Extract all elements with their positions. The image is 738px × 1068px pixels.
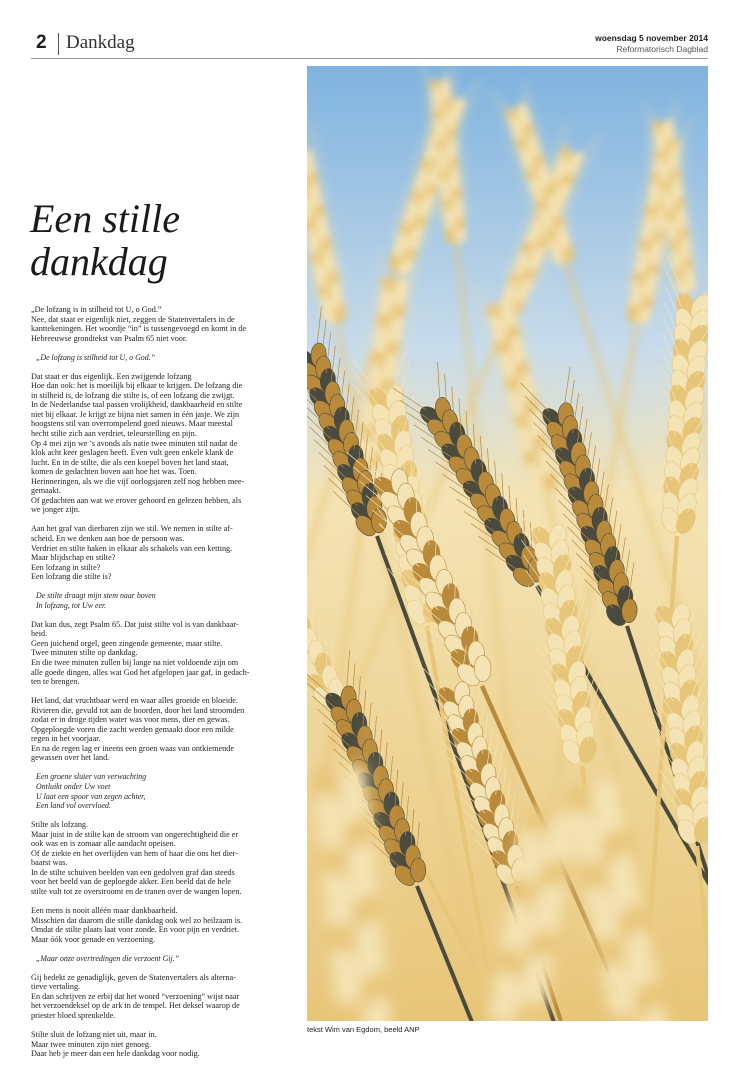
text-line: Maar blijdschap en stilte? [31, 553, 116, 563]
article-title [30, 197, 290, 283]
text-line: scheid. En we denken aan hoe de persoon was. [31, 533, 185, 543]
text-line: Aan het graf van dierbaren zijn we stil. We nemen in stilte af- [31, 524, 233, 534]
text-line: tieve vertaling. [31, 982, 81, 992]
text-line: Hebreeuwse grondtekst van Psalm 65 niet voor. [31, 333, 188, 343]
text-line: we jonger zijn. [31, 505, 80, 515]
text-line: Ontluikt onder Uw voet [36, 782, 111, 792]
title-line-1: Een stille [30, 196, 180, 241]
text-line: Op 4 mei zijn we ’s avonds als natie twee minuten stil nadat de [31, 438, 238, 448]
text-line: En na de regen lag er ineens een groen waas van ontkiemende [31, 743, 235, 753]
text-line: De stilte draagt mijn stem naar boven [36, 591, 156, 601]
text-line: heid. [31, 629, 48, 639]
text-line: Geen juichend orgel, geen zingende gemeente, maar stilte. [31, 638, 223, 648]
text-line: regen in het voorjaar. [31, 734, 101, 744]
text-line: Misschien dat daarom die stille dankdag ook wel zo heilzaam is. [31, 915, 243, 925]
text-line: Stilte als lofzang. [31, 820, 89, 830]
text-line: U laat een spoor van zegen achter, [36, 791, 146, 801]
pull-quote [31, 954, 289, 964]
text-line: Dat kan dus, zegt Psalm 65. Dat juist stilte vol is van dankbaar- [31, 619, 239, 629]
text-line: Het land, dat vruchtbaar werd en waar alles groeide en bloeide. [31, 696, 238, 706]
text-line: kanttekeningen. Het woordje “in” is tussengevoegd en komt in de [31, 324, 247, 334]
text-line: Gij bedekt ze genadiglijk, geven de Statenvertalers als alterna- [31, 972, 236, 982]
article-body [31, 305, 289, 1068]
text-line: zodat er in droge tijden water was voor mens, dier en gewas. [31, 715, 230, 725]
pull-quote [31, 353, 289, 363]
text-line: komen de gedachten boven aan hoe het was. Toen. [31, 467, 197, 477]
text-line: alle goede dingen, alles wat God het afgelopen jaar gaf, in gedach- [31, 667, 250, 677]
issue-date: woensdag 5 november 2014 [595, 33, 708, 43]
text-line: ook was en is zomaar alle aandacht opeisen. [31, 839, 176, 849]
article-paragraph [31, 524, 289, 581]
text-line: In de stilte schuiven beelden van een gedolven graf dan steeds [31, 867, 235, 877]
article-paragraph [31, 620, 289, 687]
text-line: „Maar onze overtredingen die verzoent Gij.” [36, 953, 180, 963]
text-line: En dan schrijven ze erbij dat het woord “verzoening” wijst naar [31, 991, 240, 1001]
text-line: „De lofzang is in stilheid tot U, o God.” [31, 305, 162, 314]
text-line: priester bloed sprenkelde. [31, 1010, 116, 1020]
header-divider [58, 33, 59, 55]
text-line: Verdriet en stilte haken in elkaar als schakels van een ketting. [31, 543, 233, 553]
text-line: In de Nederlandse taal passen vrolijkheid, dankbaarheid en stilte [31, 400, 243, 410]
text-line: gewassen over het land. [31, 753, 110, 763]
text-line: Twee minuten stilte op dankdag. [31, 648, 138, 658]
photo-caption: tekst Wim van Egdom, beeld ANP [307, 1025, 420, 1034]
text-line: hecht stilte zich aan verdriet, teleurstelling en pijn. [31, 429, 197, 439]
wheat-photo-illustration [307, 66, 708, 1021]
text-line: Een mens is nooit alléén maar dankbaarheid. [31, 906, 178, 916]
section-title: Dankdag [66, 32, 135, 53]
text-line: En die twee minuten zullen bij lange na niet voldoende zijn om [31, 658, 239, 667]
text-line: Stilte sluit de lofzang niet uit, maar in. [31, 1030, 157, 1039]
wheat-photo [307, 66, 708, 1021]
text-line: gemaakt. [31, 486, 61, 496]
text-line: „De lofzang is stilheid tot U, o God.” [36, 352, 156, 362]
article-paragraph [31, 696, 289, 763]
text-line: ten te brengen. [31, 677, 80, 687]
text-line: lucht. En in de stilte, die als een koepel boven het land staat, [31, 457, 229, 467]
text-line: Een land vol overvloed. [36, 801, 111, 811]
text-line: Of gedachten aan wat we erover gehoord en gelezen hebben, als [31, 495, 242, 505]
text-line: Hoe dan ook: het is moeilijk bij elkaar te krijgen. De lofzang die [31, 381, 243, 391]
text-line: stilte vult tot ze overstroomt en de tranen over de wangen lopen. [31, 886, 242, 896]
text-line: Rivieren die, gevuld tot aan de boorden, door het land stroomden [31, 705, 245, 715]
masthead-info [595, 33, 708, 55]
text-line: In lofzang, tot Uw eer. [36, 600, 107, 610]
page-number: 2 [36, 32, 47, 53]
text-line: Omdat de stilte plaats laat voor zonde. En voor pijn en verdriet. [31, 925, 240, 935]
text-line: Een lofzang die stilte is? [31, 572, 112, 582]
text-line: Herinneringen, als we die vijf oorlogsjaren zelf nog hebben mee- [31, 476, 245, 486]
pull-quote [31, 772, 289, 810]
article-paragraph [31, 973, 289, 1021]
text-line: Maar óók voor genade en verzoening. [31, 934, 156, 944]
text-line: het verzoendeksel op de ark in de tempel. Het deksel waarop de [31, 1001, 240, 1011]
text-line: klok acht keer geslagen heeft. Even vult geen enkele klank de [31, 448, 234, 458]
article-paragraph [31, 305, 289, 343]
article-paragraph [31, 1030, 289, 1059]
text-line: Daar heb je meer dan een hele dankdag voor nodig. [31, 1049, 200, 1059]
text-line: Dat staat er dus eigenlijk. Een zwijgende lofzang [31, 371, 192, 381]
text-line: niet bij elkaar. Je krijgt ze bijna niet samen in één jasje. We zijn [31, 409, 240, 419]
text-line: Maar twee minuten zijn niet genoeg. [31, 1039, 152, 1049]
article-paragraph [31, 372, 289, 515]
text-line: Een groene sluier van verwachting [36, 772, 147, 782]
pull-quote [31, 591, 289, 610]
article-paragraph [31, 906, 289, 944]
text-line: Nee, dat staat er eigenlijk niet, zeggen de Statenvertalers in de [31, 314, 235, 324]
text-line: Maar juist in de stilte kan de stroom van ongerechtigheid die er [31, 829, 239, 839]
text-line: Of de ziekte en het overlijden van hem of haar die ons het dier- [31, 848, 238, 858]
title-line-2: dankdag [30, 239, 168, 284]
text-line: in stilheid is, de lofzang die stilte is, of een lofzang die zwijgt. [31, 390, 235, 400]
article-paragraph [31, 820, 289, 896]
text-line: Opgeploegde voren die zacht werden gemaakt door een milde [31, 724, 234, 734]
page-header [31, 30, 708, 59]
newspaper-name: Reformatorisch Dagblad [616, 44, 708, 54]
text-line: voor het beeld van de geploegde akker. Een beeld dat de hele [31, 877, 232, 887]
text-line: Een lofzang in stilte? [31, 562, 101, 572]
text-line: hoogstens stil van overrompelend goed nieuws. Maar meestal [31, 419, 233, 429]
text-line: baarst was. [31, 858, 68, 868]
